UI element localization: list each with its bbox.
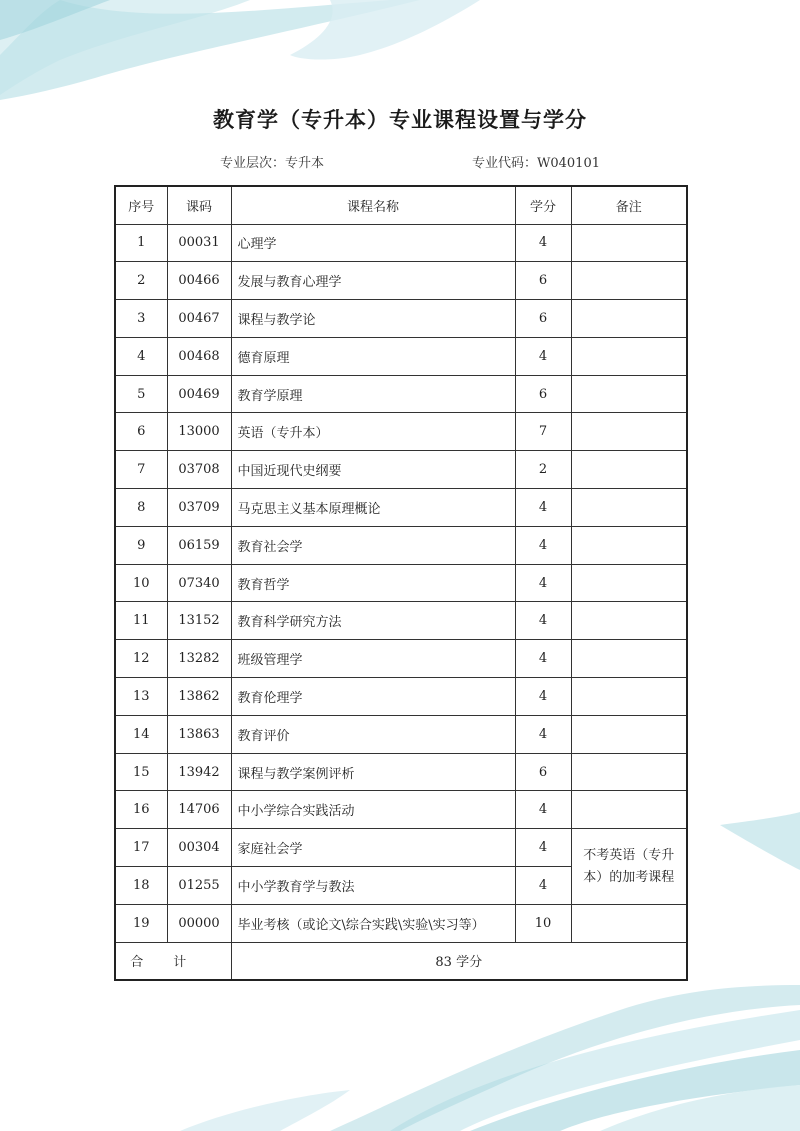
table-row [115,451,687,489]
row-course-name: 中国近现代史纲要 [231,451,515,489]
row-remark [571,753,687,791]
row-remark [571,224,687,262]
row-course-name: 毕业考核（或论文\综合实践\实验\实习等） [231,904,515,942]
major-level: 专业层次：专升本 [220,156,325,171]
row-remark [571,602,687,640]
total-credits: 83 学分 [231,942,687,980]
table-row [115,753,687,791]
table-row [115,602,687,640]
row-course-name: 教育哲学 [231,564,515,602]
row-credit: 4 [515,337,571,375]
row-remark [571,489,687,527]
row-remark [571,375,687,413]
row-remark [571,904,687,942]
row-no: 17 [115,829,167,867]
table-row [115,375,687,413]
row-no: 10 [115,564,167,602]
row-no: 1 [115,224,167,262]
row-credit: 2 [515,451,571,489]
row-no: 18 [115,867,167,905]
table-row [115,791,687,829]
row-remark [571,262,687,300]
row-course-code: 00468 [167,337,231,375]
table-row [115,564,687,602]
row-credit: 4 [515,564,571,602]
row-credit: 4 [515,867,571,905]
row-credit: 4 [515,829,571,867]
row-course-code: 00000 [167,904,231,942]
row-no: 4 [115,337,167,375]
row-course-name: 教育学原理 [231,375,515,413]
row-remark [571,413,687,451]
row-no: 12 [115,640,167,678]
row-credit: 4 [515,526,571,564]
row-course-name: 课程与教学案例评析 [231,753,515,791]
table-row [115,413,687,451]
header-remark: 备注 [571,186,687,224]
table-row [115,640,687,678]
row-credit: 6 [515,753,571,791]
header-course-name: 课程名称 [231,186,515,224]
table-header-row [115,186,687,224]
row-credit: 4 [515,791,571,829]
row-course-code: 00304 [167,829,231,867]
row-credit: 7 [515,413,571,451]
row-no: 9 [115,526,167,564]
row-course-name: 德育原理 [231,337,515,375]
page-title: 教育学（专升本）专业课程设置与学分 [213,108,587,132]
row-course-code: 06159 [167,526,231,564]
row-course-code: 13000 [167,413,231,451]
row-no: 7 [115,451,167,489]
row-course-name: 中小学教育学与教法 [231,867,515,905]
row-no: 14 [115,715,167,753]
row-remark [571,337,687,375]
row-credit: 4 [515,489,571,527]
row-no: 11 [115,602,167,640]
table-row [115,526,687,564]
row-course-code: 07340 [167,564,231,602]
row-remark [571,715,687,753]
row-course-code: 13862 [167,678,231,716]
total-row [115,942,687,980]
row-course-code: 14706 [167,791,231,829]
row-course-name: 马克思主义基本原理概论 [231,489,515,527]
header-no: 序号 [115,186,167,224]
row-course-name: 教育评价 [231,715,515,753]
row-course-name: 中小学综合实践活动 [231,791,515,829]
row-course-code: 00466 [167,262,231,300]
row-course-name: 教育科学研究方法 [231,602,515,640]
row-no: 15 [115,753,167,791]
table-row [115,829,687,867]
row-remark [571,300,687,338]
table-row [115,904,687,942]
row-remark [571,451,687,489]
row-course-code: 03709 [167,489,231,527]
row-course-name: 教育社会学 [231,526,515,564]
table-row [115,715,687,753]
row-credit: 10 [515,904,571,942]
row-credit: 6 [515,262,571,300]
row-no: 6 [115,413,167,451]
row-course-code: 00467 [167,300,231,338]
row-course-name: 班级管理学 [231,640,515,678]
row-no: 19 [115,904,167,942]
row-credit: 4 [515,602,571,640]
row-credit: 4 [515,678,571,716]
header-code: 课码 [167,186,231,224]
row-credit: 4 [515,640,571,678]
row-credit: 4 [515,715,571,753]
row-course-name: 心理学 [231,224,515,262]
row-remark [571,640,687,678]
table-row [115,489,687,527]
row-course-code: 01255 [167,867,231,905]
row-course-code: 00469 [167,375,231,413]
row-course-code: 03708 [167,451,231,489]
row-course-code: 13942 [167,753,231,791]
major-code: 专业代码：W040101 [472,156,600,171]
table-row [115,262,687,300]
row-course-name: 家庭社会学 [231,829,515,867]
row-course-name: 发展与教育心理学 [231,262,515,300]
table-row [115,337,687,375]
table-row [115,300,687,338]
row-course-name: 教育伦理学 [231,678,515,716]
row-no: 2 [115,262,167,300]
row-credit: 4 [515,224,571,262]
row-credit: 6 [515,300,571,338]
row-remark-extra-courses: 不考英语（专升本）的加考课程 [571,829,687,905]
row-no: 5 [115,375,167,413]
row-course-name: 课程与教学论 [231,300,515,338]
row-course-code: 13282 [167,640,231,678]
row-credit: 6 [515,375,571,413]
table-row [115,224,687,262]
row-no: 13 [115,678,167,716]
total-label: 合计 [115,942,231,980]
row-remark [571,564,687,602]
row-course-code: 00031 [167,224,231,262]
row-remark [571,791,687,829]
header-credit: 学分 [515,186,571,224]
row-no: 3 [115,300,167,338]
row-no: 8 [115,489,167,527]
row-course-name: 英语（专升本） [231,413,515,451]
row-course-code: 13152 [167,602,231,640]
row-no: 16 [115,791,167,829]
row-remark [571,526,687,564]
row-course-code: 13863 [167,715,231,753]
table-row [115,678,687,716]
row-remark [571,678,687,716]
course-table [114,185,688,981]
